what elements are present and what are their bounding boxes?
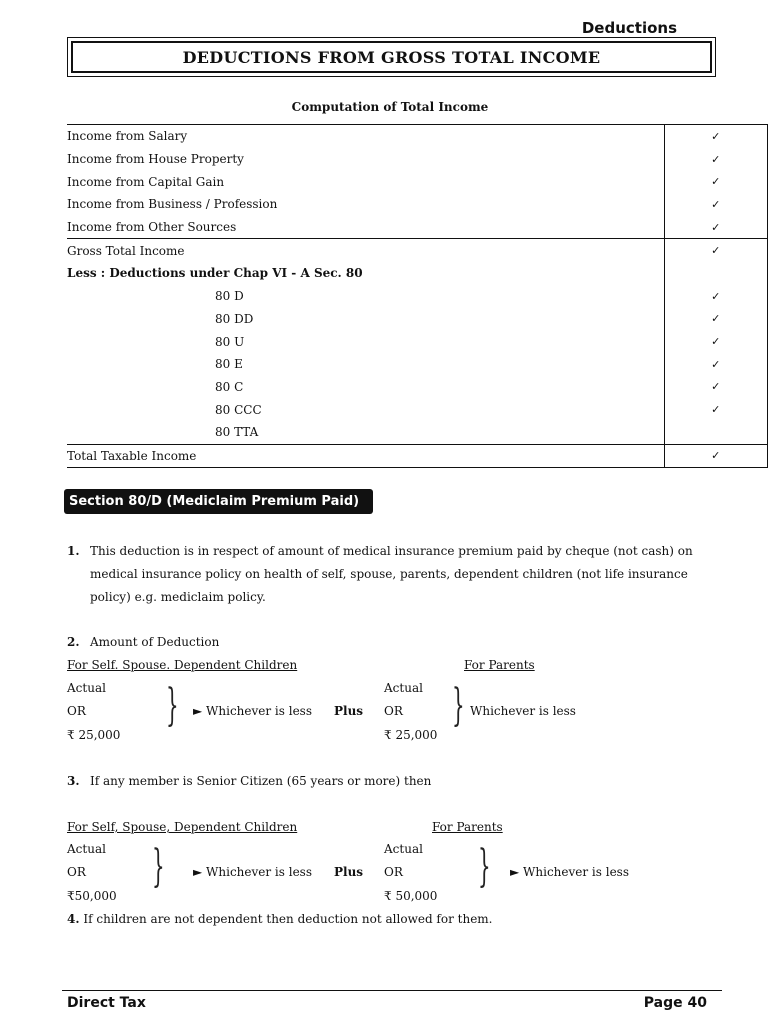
p2-right-whichever: Whichever is less <box>470 704 576 718</box>
p3-left-amount: ₹50,000 <box>67 889 117 903</box>
computation-title: Computation of Total Income <box>291 100 489 114</box>
p2-left-amount: ₹ 25,000 <box>67 728 121 742</box>
row-label: Total Taxable Income <box>67 444 664 468</box>
point-3-text: If any member is Senior Citizen (65 years or more) then <box>90 774 432 788</box>
footer-divider <box>62 990 722 991</box>
point-2-text: Amount of Deduction <box>90 635 220 649</box>
point-4-text: If children are not dependent then deduction not allowed for them. <box>83 912 493 926</box>
check-mark: ✓ <box>664 353 767 376</box>
row-label: 80 E <box>215 357 243 372</box>
row-label: Income from House Property <box>67 152 244 167</box>
computation-table <box>67 124 768 468</box>
check-mark: ✓ <box>664 239 767 262</box>
p2-right-heading: For Parents <box>464 658 535 672</box>
table-row <box>67 330 768 353</box>
point-4 <box>67 908 493 931</box>
table-row <box>67 216 768 239</box>
point-1-line: medical insurance policy on health of self, spouse, parents, dependent children (not life insurance <box>90 567 688 581</box>
check-mark: ✓ <box>664 376 767 399</box>
point-1-text <box>90 540 730 609</box>
p3-right-or: OR <box>384 865 403 879</box>
point-2-number: 2. <box>67 635 80 649</box>
running-header: Deductions <box>581 19 677 37</box>
table-row <box>67 125 768 148</box>
p3-left-or: OR <box>67 865 86 879</box>
point-1-number: 1. <box>67 544 80 558</box>
p3-right-whichever: ► Whichever is less <box>510 865 629 879</box>
row-label: 80 TTA <box>215 425 259 440</box>
check-mark: ✓ <box>664 285 767 308</box>
row-label: Gross Total Income <box>67 239 664 262</box>
p2-left-or: OR <box>67 704 86 718</box>
p3-left-whichever: ► Whichever is less <box>193 865 312 879</box>
footer-left: Direct Tax <box>67 995 146 1011</box>
p3-right-actual: Actual <box>384 842 423 856</box>
row-label: Income from Capital Gain <box>67 174 225 189</box>
point-4-number: 4. <box>67 912 80 926</box>
check-mark: ✓ <box>664 398 767 421</box>
row-label: Less : Deductions under Chap VI - A Sec. 80 <box>67 266 363 281</box>
p3-left-brace: } <box>152 841 165 892</box>
p2-left-brace: } <box>166 680 179 731</box>
point-1-line: policy) e.g. mediclaim policy. <box>90 590 266 604</box>
footer-page-number: Page 40 <box>643 995 707 1011</box>
table-row <box>67 353 768 376</box>
p3-right-brace: } <box>478 841 491 892</box>
table-row <box>67 170 768 193</box>
check-mark: ✓ <box>664 444 767 468</box>
point-1 <box>67 540 80 563</box>
p3-left-actual: Actual <box>67 842 106 856</box>
check-mark: ✓ <box>664 308 767 331</box>
check-mark: ✓ <box>664 125 767 148</box>
p2-left-whichever: ► Whichever is less <box>193 704 312 718</box>
point-1-line: This deduction is in respect of amount of medical insurance premium paid by cheque (not cash) on <box>90 544 693 558</box>
p2-left-actual: Actual <box>67 681 106 695</box>
check-mark: ✓ <box>664 330 767 353</box>
check-mark <box>664 262 767 285</box>
table-row <box>67 262 768 285</box>
p2-left-heading: For Self. Spouse. Dependent Children <box>67 658 298 672</box>
table-row <box>67 421 768 444</box>
section-heading: Section 80/D (Mediclaim Premium Paid) <box>64 489 373 514</box>
table-row <box>67 398 768 421</box>
p2-plus: Plus <box>334 704 364 718</box>
row-label: Income from Other Sources <box>67 220 237 235</box>
row-label: Income from Salary <box>67 129 188 144</box>
title-box <box>67 37 716 77</box>
table-row <box>67 285 768 308</box>
p3-left-heading: For Self, Spouse, Dependent Children <box>67 820 298 834</box>
point-3-number: 3. <box>67 774 80 788</box>
table-row <box>67 376 768 399</box>
table-row <box>67 148 768 171</box>
check-mark: ✓ <box>664 170 767 193</box>
table-row <box>67 444 768 468</box>
p3-right-heading: For Parents <box>432 820 503 834</box>
table-row <box>67 308 768 331</box>
row-label: 80 CCC <box>215 402 262 417</box>
page-title: DEDUCTIONS FROM GROSS TOTAL INCOME <box>71 41 712 73</box>
row-label: 80 D <box>215 289 244 304</box>
p2-right-actual: Actual <box>384 681 423 695</box>
p2-right-brace: } <box>452 680 465 731</box>
check-mark <box>664 421 767 444</box>
p2-right-amount: ₹ 25,000 <box>384 728 438 742</box>
check-mark: ✓ <box>664 148 767 171</box>
row-label: 80 DD <box>215 311 254 326</box>
p3-plus: Plus <box>334 865 364 879</box>
row-label: 80 U <box>215 334 245 349</box>
row-label: Income from Business / Profession <box>67 197 278 212</box>
check-mark: ✓ <box>664 193 767 216</box>
table-row <box>67 193 768 216</box>
p3-right-amount: ₹ 50,000 <box>384 889 438 903</box>
p2-right-or: OR <box>384 704 403 718</box>
check-mark: ✓ <box>664 216 767 239</box>
table-row <box>67 239 768 262</box>
row-label: 80 C <box>215 379 244 394</box>
